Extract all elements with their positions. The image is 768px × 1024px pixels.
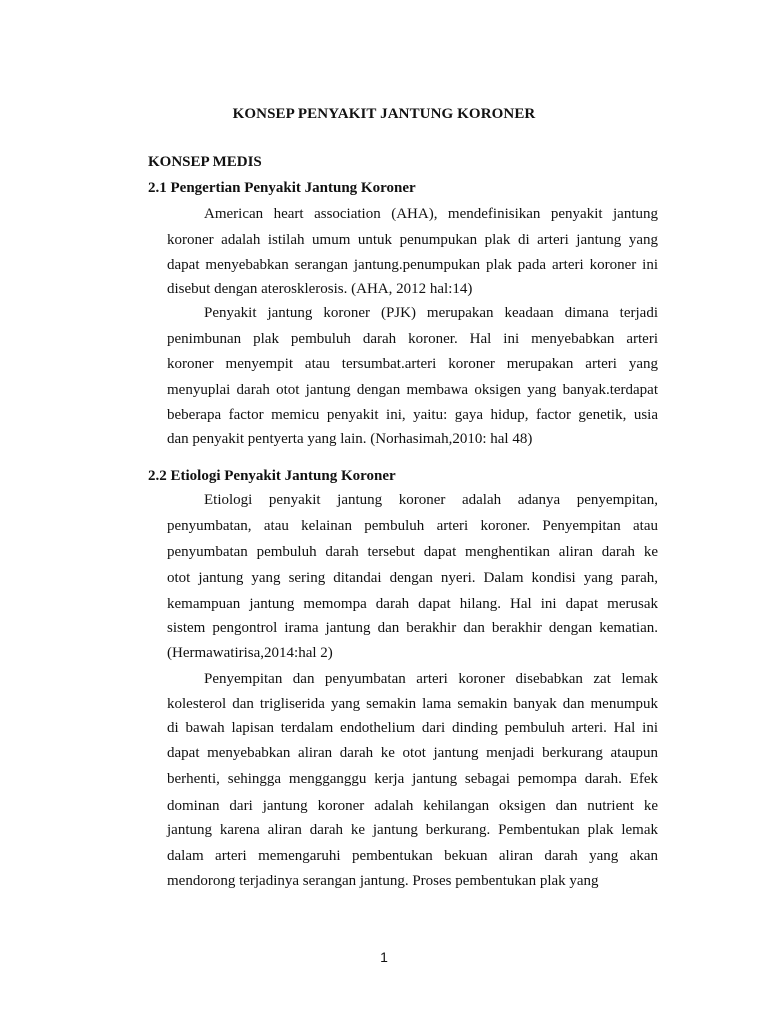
paragraph-line: dapat menyebabkan aliran darah ke otot jantung menjadi berkurang ataupun bbox=[167, 745, 658, 761]
paragraph-line: beberapa factor memicu penyakit ini, yaitu: gaya hidup, factor genetik, usia bbox=[167, 407, 658, 423]
paragraph-line: Etiologi penyakit jantung koroner adalah adanya penyempitan, bbox=[204, 492, 658, 508]
paragraph-line: koroner menyempit atau tersumbat.arteri koroner merupakan arteri yang bbox=[167, 356, 658, 372]
paragraph-line: kemampuan jantung memompa darah dapat hilang. Hal ini dapat merusak bbox=[167, 596, 658, 612]
paragraph-line: otot jantung yang sering ditandai dengan nyeri. Dalam kondisi yang parah, bbox=[167, 570, 658, 586]
paragraph-line: kolesterol dan trigliserida yang semakin lama semakin banyak dan menumpuk bbox=[167, 696, 658, 712]
paragraph-line: dominan dari jantung koroner adalah kehilangan oksigen dan nutrient ke bbox=[167, 798, 658, 814]
paragraph-line: koroner adalah istilah umum untuk penumpukan plak di arteri jantung yang bbox=[167, 232, 658, 248]
paragraph-line: sistem pengontrol irama jantung dan berakhir dan berakhir dengan kematian. bbox=[167, 620, 658, 636]
paragraph-line: di bawah lapisan terdalam endothelium dari dinding pembuluh arteri. Hal ini bbox=[167, 720, 658, 736]
paragraph-line: dapat menyebabkan serangan jantung.penumpukan plak pada arteri koroner ini bbox=[167, 257, 658, 273]
page-number: 1 bbox=[380, 949, 388, 965]
paragraph-line: dan penyakit pentyerta yang lain. (Norhasimah,2010: hal 48) bbox=[167, 431, 533, 447]
subsection-heading-etiologi: 2.2 Etiologi Penyakit Jantung Koroner bbox=[148, 468, 396, 484]
paragraph-line: menyuplai darah otot jantung dengan membawa oksigen yang banyak.terdapat bbox=[167, 382, 658, 398]
paragraph-line: Penyempitan dan penyumbatan arteri koroner disebabkan zat lemak bbox=[204, 671, 658, 687]
document-title: KONSEP PENYAKIT JANTUNG KORONER bbox=[232, 106, 536, 122]
paragraph-line: penyumbatan pembuluh darah tersebut dapat menghentikan aliran darah ke bbox=[167, 544, 658, 560]
paragraph-line: penimbunan plak pembuluh darah koroner. Hal ini menyebabkan arteri bbox=[167, 331, 658, 347]
paragraph-line: (Hermawatirisa,2014:hal 2) bbox=[167, 645, 333, 661]
paragraph-line: dalam arteri memengaruhi pembentukan bekuan aliran darah yang akan bbox=[167, 848, 658, 864]
paragraph-line: Penyakit jantung koroner (PJK) merupakan keadaan dimana terjadi bbox=[204, 305, 658, 321]
paragraph-line: jantung karena aliran darah ke jantung berkurang. Pembentukan plak lemak bbox=[167, 822, 658, 838]
paragraph-line: mendorong terjadinya serangan jantung. Proses pembentukan plak yang bbox=[167, 873, 599, 889]
paragraph-line: berhenti, sehingga mengganggu kerja jantung sebagai pemompa darah. Efek bbox=[167, 771, 658, 787]
paragraph-line: penyumbatan, atau kelainan pembuluh arteri koroner. Penyempitan atau bbox=[167, 518, 658, 534]
section-heading-konsep-medis: KONSEP MEDIS bbox=[148, 154, 262, 170]
paragraph-line: disebut dengan aterosklerosis. (AHA, 2012 hal:14) bbox=[167, 281, 473, 297]
subsection-heading-pengertian: 2.1 Pengertian Penyakit Jantung Koroner bbox=[148, 180, 416, 196]
paragraph-line: American heart association (AHA), mendefinisikan penyakit jantung bbox=[204, 206, 658, 222]
